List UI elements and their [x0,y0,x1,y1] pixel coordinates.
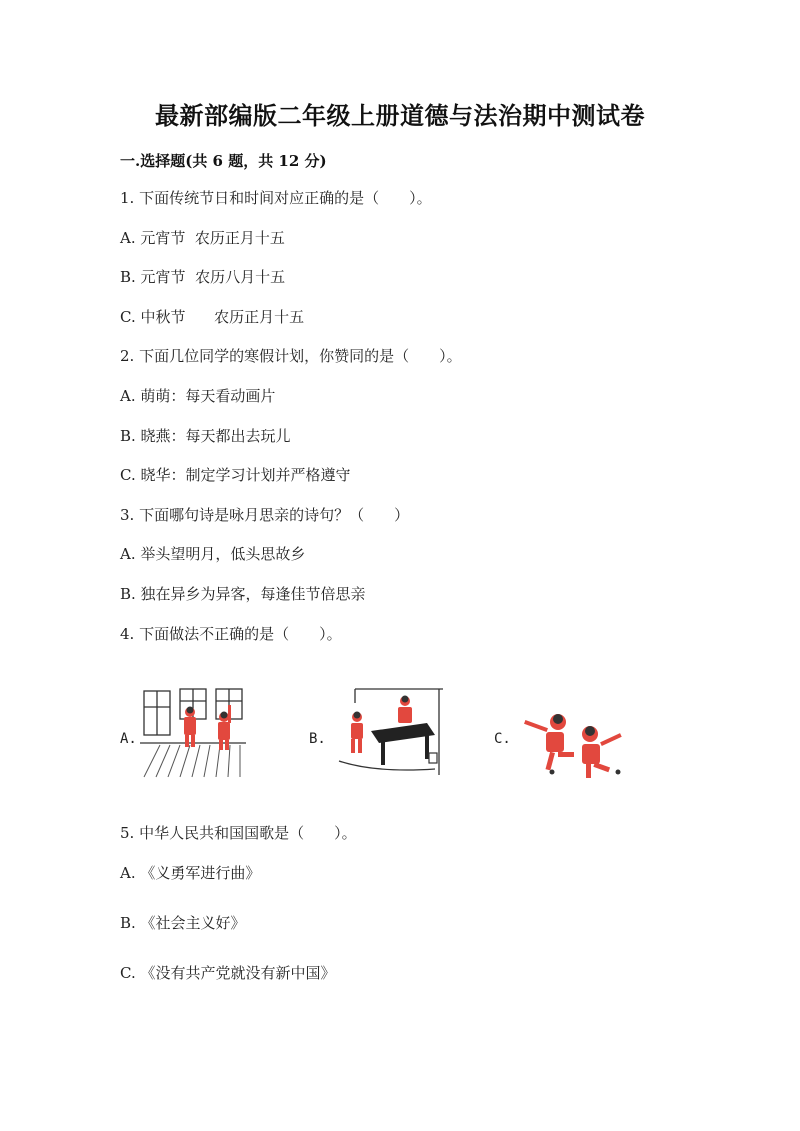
question-1-option-b: B. 元宵节 农历八月十五 [120,268,286,286]
question-4-option-c-label: C. [494,731,511,747]
question-4-option-b-label: B. [309,731,326,747]
question-2-option-c: C. 晓华：制定学习计划并严格遵守 [120,466,351,484]
question-5-option-b: B. 《社会主义好》 [120,914,246,932]
question-4-picture-b-cleaning-table [335,683,450,783]
question-3-stem: 3. 下面哪句诗是咏月思亲的诗句？（ ） [120,506,410,524]
question-1-stem: 1. 下面传统节日和时间对应正确的是（ ）。 [120,189,432,207]
question-5-option-a: A. 《义勇军进行曲》 [120,864,261,882]
question-3-option-b: B. 独在异乡为异客，每逢佳节倍思亲 [120,585,366,603]
page-title: 最新部编版二年级上册道德与法治期中测试卷 [155,101,645,130]
question-5-option-c: C. 《没有共产党就没有新中国》 [120,964,336,982]
question-4-picture-c-children-fighting [520,708,630,783]
question-4-option-a-label: A. [120,731,137,747]
question-5-stem: 5. 中华人民共和国国歌是（ ）。 [120,824,357,842]
question-4-picture-a-cleaning-windows [140,685,250,780]
question-3-option-a: A. 举头望明月，低头思故乡 [120,545,306,563]
question-4-stem: 4. 下面做法不正确的是（ ）。 [120,625,342,643]
question-2-option-a: A. 萌萌：每天看动画片 [120,387,276,405]
section-heading: 一.选择题(共 6 题，共 12 分) [120,152,327,170]
question-2-option-b: B. 晓燕：每天都出去玩儿 [120,427,291,445]
question-1-option-a: A. 元宵节 农历正月十五 [120,229,285,247]
question-1-option-c: C. 中秋节 农历正月十五 [120,308,305,326]
question-2-stem: 2. 下面几位同学的寒假计划，你赞同的是（ ）。 [120,347,462,365]
